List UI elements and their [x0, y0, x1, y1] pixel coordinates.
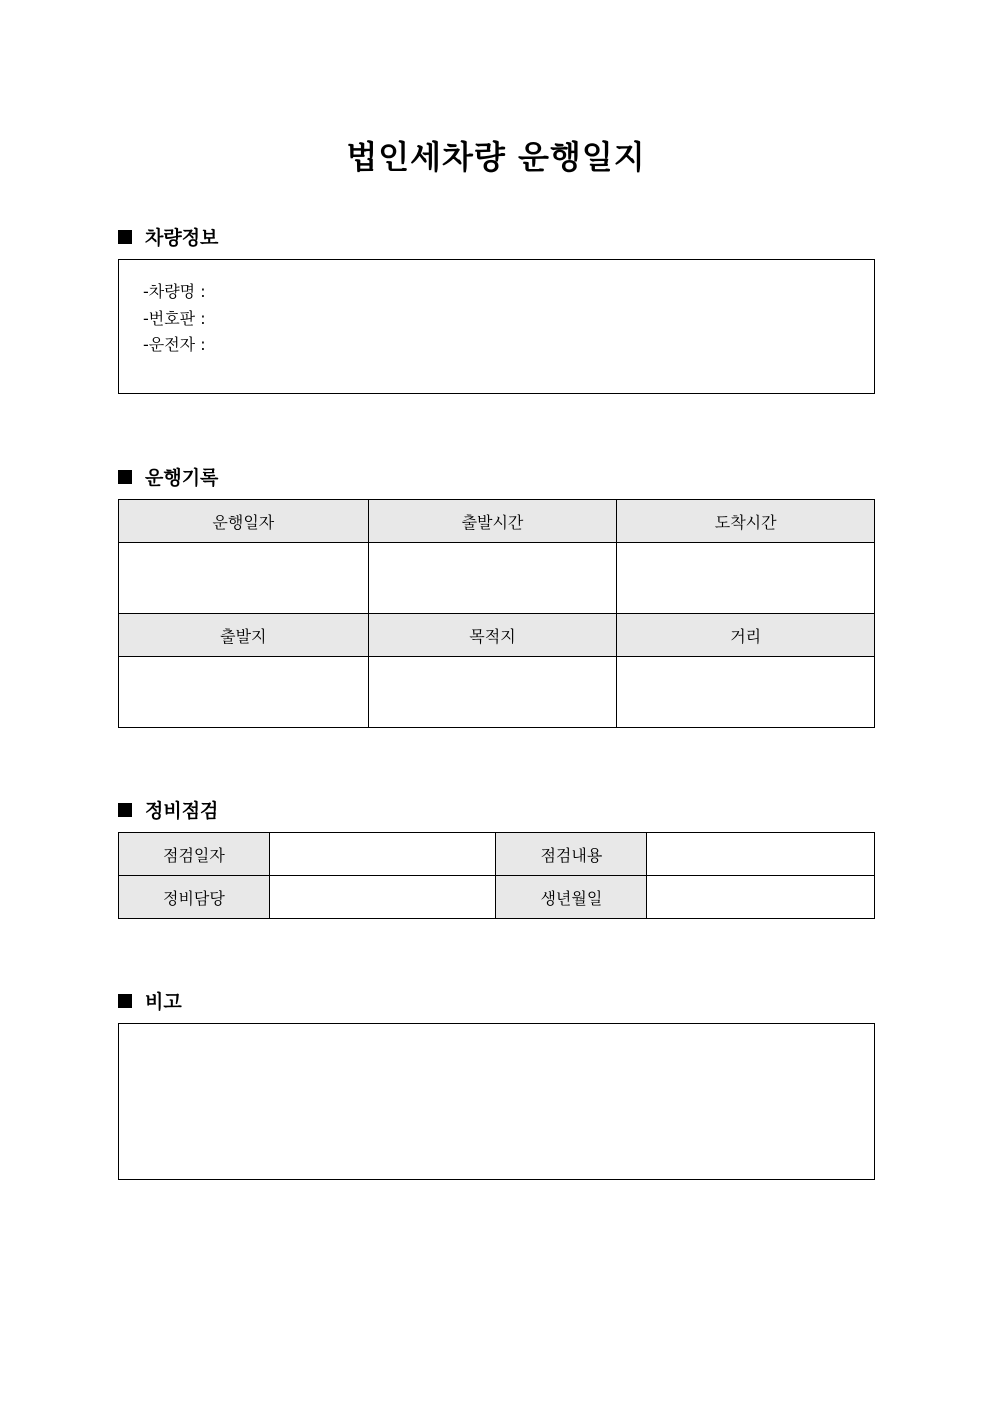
remarks-heading — [118, 987, 182, 1014]
vehicle-info-box — [118, 259, 875, 394]
distance-header: 거리 — [617, 614, 875, 657]
document-title: 법인세차량 운행일지 — [346, 138, 646, 176]
maintenance-heading — [118, 796, 218, 823]
vehicle-name-line: -차량명 : — [143, 282, 206, 301]
drive-record-heading — [118, 463, 218, 490]
maintenance-table — [118, 832, 875, 919]
destination-header: 목적지 — [368, 614, 617, 657]
square-bullet-icon — [118, 803, 132, 817]
arrival-time-header: 도착시간 — [617, 500, 875, 543]
vehicle-info-heading — [118, 223, 218, 250]
remarks-heading-label: 비고 — [145, 991, 182, 1013]
maintenance-manager-cell[interactable] — [269, 876, 496, 919]
drive-record-heading-label: 운행기록 — [145, 467, 219, 489]
table-header-row — [119, 500, 875, 543]
driver-line: -운전자 : — [143, 335, 206, 354]
inspection-date-cell[interactable] — [269, 833, 496, 876]
departure-time-header: 출발시간 — [368, 500, 617, 543]
birth-date-cell[interactable] — [647, 876, 875, 919]
remarks-box[interactable] — [118, 1023, 875, 1180]
destination-cell[interactable] — [368, 657, 617, 728]
origin-cell[interactable] — [119, 657, 369, 728]
birth-date-label: 생년월일 — [496, 876, 647, 919]
square-bullet-icon — [118, 994, 132, 1008]
drive-record-table — [118, 499, 875, 728]
maintenance-manager-label: 정비담당 — [119, 876, 270, 919]
distance-cell[interactable] — [617, 657, 875, 728]
arrival-time-cell[interactable] — [617, 543, 875, 614]
origin-header: 출발지 — [119, 614, 369, 657]
inspection-date-label: 점검일자 — [119, 833, 270, 876]
square-bullet-icon — [118, 230, 132, 244]
table-row — [119, 543, 875, 614]
table-row — [119, 657, 875, 728]
maintenance-heading-label: 정비점검 — [145, 800, 219, 822]
drive-date-header: 운행일자 — [119, 500, 369, 543]
table-row — [119, 876, 875, 919]
table-header-row — [119, 614, 875, 657]
license-plate-line: -번호판 : — [143, 308, 206, 328]
drive-date-cell[interactable] — [119, 543, 369, 614]
inspection-details-label: 점검내용 — [496, 833, 647, 876]
inspection-details-cell[interactable] — [647, 833, 875, 876]
departure-time-cell[interactable] — [368, 543, 617, 614]
square-bullet-icon — [118, 470, 132, 484]
vehicle-info-heading-label: 차량정보 — [145, 227, 219, 249]
table-row — [119, 833, 875, 876]
